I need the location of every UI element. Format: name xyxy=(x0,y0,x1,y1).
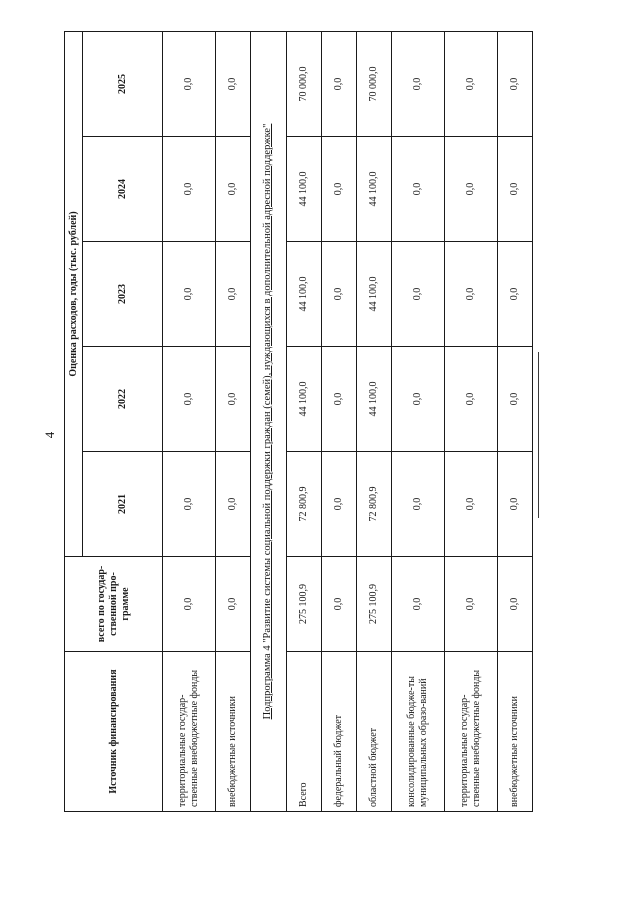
subprogram-row xyxy=(251,31,287,811)
total-cell: 0,0 xyxy=(216,557,251,652)
value-cell: 0,0 xyxy=(216,242,251,347)
value-cell: 0,0 xyxy=(216,347,251,452)
estimate-header: Оценка расходов, годы (тыс. рублей) xyxy=(65,31,83,556)
value-cell: 0,0 xyxy=(392,347,445,452)
value-cell: 0,0 xyxy=(392,242,445,347)
source-cell: Всего xyxy=(287,652,322,812)
source-header: Источник финансирования xyxy=(65,652,163,812)
value-cell: 0,0 xyxy=(163,452,216,557)
value-cell: 0,0 xyxy=(216,137,251,242)
value-cell: 0,0 xyxy=(163,137,216,242)
total-cell: 275 100,9 xyxy=(357,557,392,652)
table-row xyxy=(445,31,498,811)
value-cell: 44 100,0 xyxy=(357,347,392,452)
value-cell: 0,0 xyxy=(445,242,498,347)
value-cell: 70 000,0 xyxy=(287,31,322,136)
value-cell: 0,0 xyxy=(445,347,498,452)
table-row xyxy=(322,31,357,811)
value-cell: 0,0 xyxy=(498,452,533,557)
value-cell: 0,0 xyxy=(498,31,533,136)
value-cell: 0,0 xyxy=(445,137,498,242)
value-cell: 0,0 xyxy=(322,31,357,136)
total-cell: 0,0 xyxy=(322,557,357,652)
value-cell: 0,0 xyxy=(163,31,216,136)
table-row xyxy=(163,31,216,811)
year-header: 2025 xyxy=(83,31,163,136)
source-cell: территориальные государ-ственные внебюджетные фонды xyxy=(445,652,498,812)
value-cell: 0,0 xyxy=(498,242,533,347)
funding-table xyxy=(64,31,533,812)
table-row xyxy=(287,31,322,811)
value-cell: 70 000,0 xyxy=(357,31,392,136)
source-cell: внебюджетные источники xyxy=(498,652,533,812)
value-cell: 0,0 xyxy=(392,137,445,242)
value-cell: 0,0 xyxy=(498,137,533,242)
value-cell: 0,0 xyxy=(163,347,216,452)
table-row xyxy=(216,31,251,811)
source-cell: федеральный бюджет xyxy=(322,652,357,812)
value-cell: 0,0 xyxy=(322,347,357,452)
value-cell: 0,0 xyxy=(216,31,251,136)
year-header: 2022 xyxy=(83,347,163,452)
value-cell: 72 800,9 xyxy=(357,452,392,557)
value-cell: 44 100,0 xyxy=(287,242,322,347)
value-cell: 0,0 xyxy=(445,31,498,136)
total-cell: 0,0 xyxy=(392,557,445,652)
total-cell: 0,0 xyxy=(498,557,533,652)
source-cell: внебюджетные источники xyxy=(216,652,251,812)
source-cell: областной бюджет xyxy=(357,652,392,812)
value-cell: 72 800,9 xyxy=(287,452,322,557)
value-cell: 0,0 xyxy=(216,452,251,557)
total-cell: 0,0 xyxy=(163,557,216,652)
source-cell: территориальные государ-ственные внебюджетные фонды xyxy=(163,652,216,812)
value-cell: 44 100,0 xyxy=(357,242,392,347)
total-header: всего по государ-ственной про-грамме xyxy=(65,557,163,652)
value-cell: 0,0 xyxy=(322,452,357,557)
value-cell: 0,0 xyxy=(322,242,357,347)
value-cell: 0,0 xyxy=(392,452,445,557)
value-cell: 0,0 xyxy=(163,242,216,347)
table-row xyxy=(357,31,392,811)
source-cell: консолидированные бюдже-ты муниципальных образо-ваний xyxy=(392,652,445,812)
value-cell: 44 100,0 xyxy=(357,137,392,242)
total-cell: 0,0 xyxy=(445,557,498,652)
value-cell: 44 100,0 xyxy=(287,347,322,452)
value-cell: 0,0 xyxy=(322,137,357,242)
value-cell: 44 100,0 xyxy=(287,137,322,242)
page-number: 4 xyxy=(42,431,57,439)
rotated-table xyxy=(64,32,520,812)
total-cell: 275 100,9 xyxy=(287,557,322,652)
funding-table-container xyxy=(64,32,520,812)
year-header: 2021 xyxy=(83,452,163,557)
table-row xyxy=(498,31,533,811)
table-row xyxy=(392,31,445,811)
year-header: 2024 xyxy=(83,137,163,242)
year-header: 2023 xyxy=(83,242,163,347)
subprogram-title: Подпрограмма 4 "Развитие системы социальной поддержки граждан (семей), нуждающихся в дополнительной адресной поддержке" xyxy=(251,31,287,811)
pen-mark-line xyxy=(538,352,539,518)
value-cell: 0,0 xyxy=(392,31,445,136)
value-cell: 0,0 xyxy=(498,347,533,452)
value-cell: 0,0 xyxy=(445,452,498,557)
